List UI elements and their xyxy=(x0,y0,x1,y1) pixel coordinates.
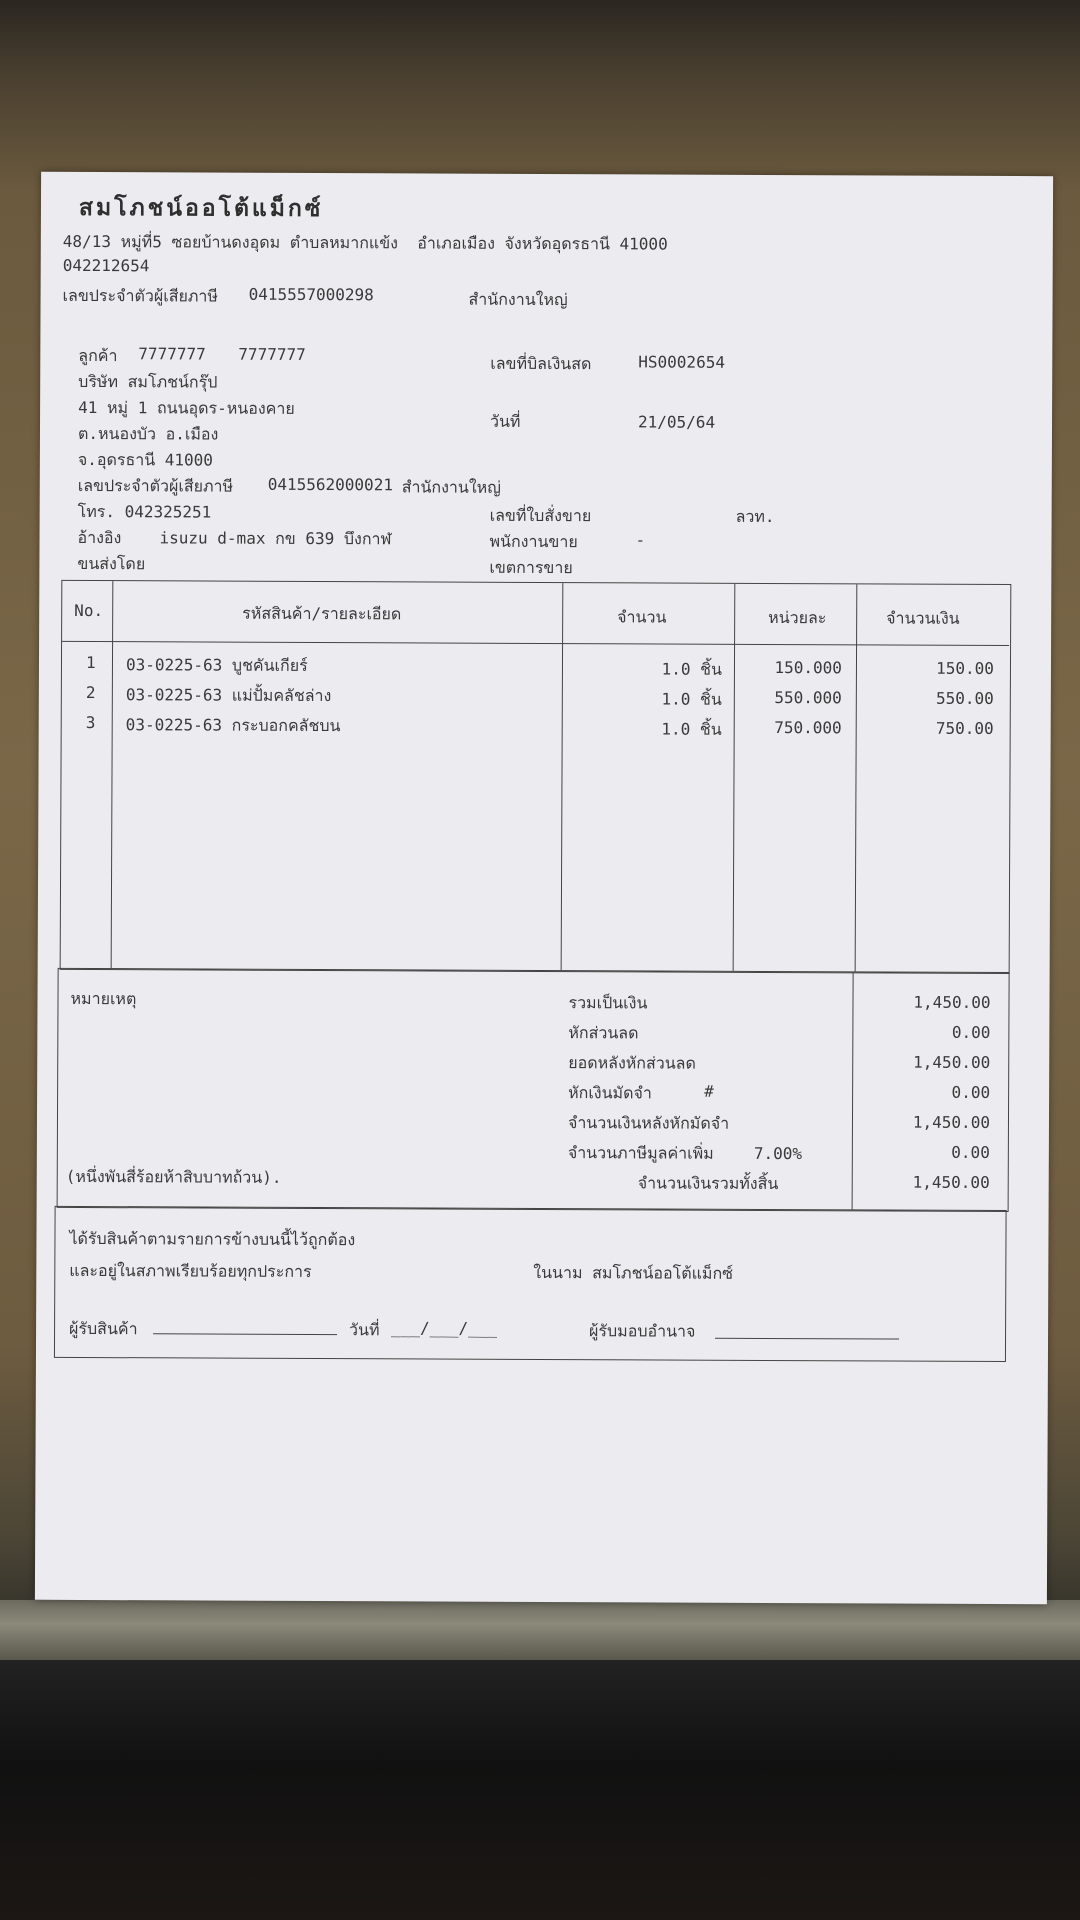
row-quantity: 1.0 ชิ้น xyxy=(661,689,722,709)
after-discount-label: ยอดหลังหักส่วนลด xyxy=(568,1053,696,1073)
customer-phone: โทร. 042325251 xyxy=(77,501,212,522)
customer-name: บริษัท สมโภชน์กรุ๊ป xyxy=(78,371,218,392)
row-amount: 550.00 xyxy=(935,688,994,708)
row-no: 2 xyxy=(85,682,96,703)
receiver-label: ผู้รับสินค้า xyxy=(69,1318,138,1339)
discount-label: หักส่วนลด xyxy=(568,1023,639,1043)
header-quantity: จำนวน xyxy=(617,607,667,627)
deposit-label: หักเงินมัดจำ xyxy=(568,1083,652,1103)
row-description: 03-0225-63 แม่ปั้มคลัชล่าง xyxy=(125,685,332,706)
row-quantity: 1.0 ชิ้น xyxy=(661,659,722,679)
sales-area-label: เขตการขาย xyxy=(489,557,573,578)
bill-date: 21/05/64 xyxy=(637,412,716,432)
row-no: 1 xyxy=(85,652,96,673)
customer-ref: isuzu d-max กข 639 บึงกาฬ xyxy=(159,528,392,549)
signature-box xyxy=(54,1206,1007,1362)
summary-box xyxy=(57,968,1010,1212)
remark-label: หมายเหตุ xyxy=(70,988,137,1009)
authorized-signature-line xyxy=(715,1338,899,1340)
company-address: 48/13 หมู่ที่5 ซอยบ้านดงอุดม ตำบลหมากแข้ง อำเภอเมือง จังหวัดอุดรธานี 41000 xyxy=(62,231,668,254)
customer-address-1: 41 หมู่ 1 ถนนอุดร-หนองคาย xyxy=(78,397,295,418)
subtotal-label: รวมเป็นเงิน xyxy=(568,993,648,1013)
customer-label: ลูกค้า xyxy=(78,345,118,366)
vat-rate: 7.00% xyxy=(753,1143,803,1164)
company-name: สมโภชน์ออโต้แม็กซ์ xyxy=(78,193,324,223)
customer-address-3: จ.อุดรธานี 41000 xyxy=(77,449,213,470)
received-line-1: ได้รับสินค้าตามรายการข้างบนนี้ไว้ถูกต้อง xyxy=(69,1228,356,1250)
bill-no: HS0002654 xyxy=(638,352,726,372)
grand-total-value: 1,450.00 xyxy=(912,1172,990,1192)
received-line-2: และอยู่ในสภาพเรียบร้อยทุกประการ xyxy=(69,1260,312,1281)
company-tax-label: เลขประจำตัวผู้เสียภาษี xyxy=(62,285,218,306)
after-discount-value: 1,450.00 xyxy=(913,1052,991,1072)
vat-value: 0.00 xyxy=(951,1142,990,1162)
vat-label: จำนวนภาษีมูลค่าเพิ่ม xyxy=(567,1143,714,1163)
header-no: No. xyxy=(74,600,104,621)
authorized-label: ผู้รับมอบอำนาจ xyxy=(589,1321,696,1341)
company-branch: สำนักงานใหญ่ xyxy=(468,289,568,310)
deposit-value: 0.00 xyxy=(951,1082,991,1102)
salesperson-label: พนักงานขาย xyxy=(489,531,578,552)
sales-order-value: ลวท. xyxy=(735,506,775,527)
customer-tax-id: 0415562000021 xyxy=(267,474,394,495)
subtotal-value: 1,450.00 xyxy=(913,992,991,1012)
customer-code: 7777777 xyxy=(138,344,206,364)
deposit-mark: # xyxy=(704,1081,714,1101)
row-amount: 750.00 xyxy=(935,718,994,738)
items-table xyxy=(60,580,1012,974)
grand-total-label: จำนวนเงินรวมทั้งสิ้น xyxy=(637,1173,779,1194)
row-description: 03-0225-63 บูชคันเกียร์ xyxy=(125,655,308,675)
bill-no-label: เลขที่บิลเงินสด xyxy=(490,353,592,374)
customer-ref-label: อ้างอิง xyxy=(77,527,122,548)
amount-in-words: (หนึ่งพันสี่ร้อยห้าสิบบาทถ้วน). xyxy=(65,1166,282,1187)
on-behalf-text: ในนาม สมโภชน์ออโต้แม็กซ์ xyxy=(533,1262,734,1283)
customer-ship-label: ขนส่งโดย xyxy=(77,553,146,574)
bill-date-label: วันที่ xyxy=(489,411,521,431)
header-amount: จำนวนเงิน xyxy=(886,608,960,628)
after-deposit-label: จำนวนเงินหลังหักมัดจำ xyxy=(567,1113,730,1133)
customer-code-2: 7777777 xyxy=(238,344,306,364)
receipt-paper xyxy=(35,172,1053,1604)
row-description: 03-0225-63 กระบอกคลัชบน xyxy=(125,715,341,736)
background-bottom xyxy=(0,1660,1080,1920)
customer-tax-label: เลขประจำตัวผู้เสียภาษี xyxy=(77,475,234,496)
receive-date-blank: ___/___/___ xyxy=(391,1318,498,1338)
row-unit-price: 150.000 xyxy=(774,658,843,678)
header-unit-price: หน่วยละ xyxy=(768,607,827,628)
row-amount: 150.00 xyxy=(936,658,995,678)
glass-edge xyxy=(0,1600,1080,1660)
row-no: 3 xyxy=(85,712,96,733)
row-unit-price: 550.000 xyxy=(774,688,842,708)
company-phone: 042212654 xyxy=(62,255,150,276)
after-deposit-value: 1,450.00 xyxy=(912,1112,991,1132)
discount-value: 0.00 xyxy=(951,1022,991,1042)
salesperson-value: - xyxy=(635,530,646,550)
sales-order-label: เลขที่ใบสั่งขาย xyxy=(489,505,592,526)
row-quantity: 1.0 ชิ้น xyxy=(661,719,722,739)
receive-date-label: วันที่ xyxy=(349,1320,380,1340)
row-unit-price: 750.000 xyxy=(774,718,842,738)
receiver-signature-line xyxy=(153,1333,337,1335)
customer-branch: สำนักงานใหญ่ xyxy=(401,477,501,497)
header-description: รหัสสินค้า/รายละเอียด xyxy=(242,603,402,624)
company-tax-id: 0415557000298 xyxy=(248,284,374,305)
customer-address-2: ต.หนองบัว อ.เมือง xyxy=(77,423,219,444)
